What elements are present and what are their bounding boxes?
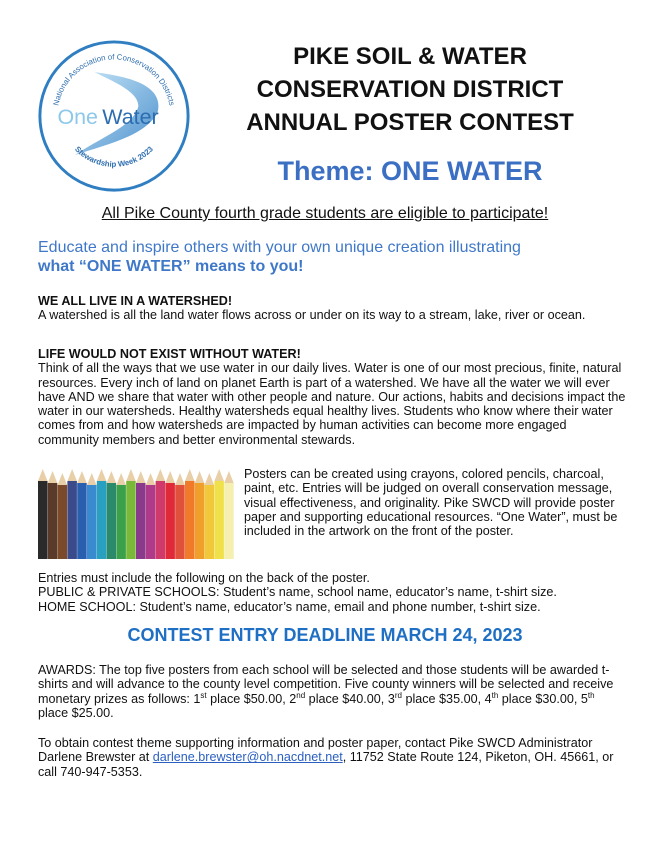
svg-text:Stewardship Week 2023: Stewardship Week 2023	[73, 144, 155, 169]
educate-text	[38, 238, 628, 276]
pencil	[165, 483, 175, 559]
prize-item	[485, 692, 581, 706]
entries-section	[38, 571, 628, 614]
eligibility-text: All Pike County fourth grade students are eligible to participate!	[101, 205, 549, 222]
educate-line: Educate and inspire others with your own unique creation illustrating	[38, 239, 521, 256]
prize-rank: 2	[289, 691, 297, 706]
pencil-tip	[175, 473, 185, 485]
pencil-tip	[185, 469, 195, 481]
contact-before: To obtain contest theme supporting information and poster paper, contact Pike SWCD Administrator Darlene Brewster at	[38, 736, 593, 765]
entries-home: HOME SCHOOL: Student’s name, educator’s name, email and phone number, t-shirt size.	[38, 599, 541, 614]
prize-item	[388, 692, 485, 706]
pencil-tip	[195, 471, 205, 483]
watershed-section	[38, 294, 628, 323]
pencil-tip	[87, 473, 97, 485]
pencil	[214, 481, 224, 559]
pencil	[58, 485, 68, 559]
pencil	[224, 483, 234, 559]
pencil-tip	[205, 473, 215, 485]
pencil	[116, 485, 126, 559]
pencil	[146, 485, 156, 559]
posters-text: Posters can be created using crayons, colored pencils, charcoal, paint, etc. Entries will be judged on overall conservation message, visual effectiveness, and originality. Pike SWCD will provide poster paper and supporting educational resources. “One Water”, must be included in the artwork on the front of the poster.	[244, 467, 618, 539]
pencil-tip	[97, 469, 107, 481]
one-water-logo	[36, 38, 192, 194]
title-line: PIKE SOIL & WATER	[293, 43, 527, 70]
theme-heading: Theme: ONE WATER	[277, 156, 543, 186]
pencil	[107, 483, 117, 559]
pencil-tip	[224, 471, 234, 483]
pencil-tip	[58, 473, 68, 485]
pencil	[195, 483, 205, 559]
deadline-heading: CONTEST ENTRY DEADLINE MARCH 24, 2023	[127, 625, 523, 645]
pencil	[136, 483, 146, 559]
prize-rank: 1	[193, 691, 201, 706]
prize-suffix: nd	[296, 690, 306, 700]
pencil	[175, 485, 185, 559]
contact-after: , 11752 State Route 124, Piketon, OH. 45661, or call 740-947-5353.	[38, 750, 614, 779]
educate-line-bold: what “ONE WATER” means to you!	[38, 258, 304, 275]
prize-rank: 3	[387, 691, 395, 706]
pencil	[185, 481, 195, 559]
pencil	[205, 485, 215, 559]
prize-amount: place $35.00,	[401, 691, 485, 706]
pencil-tip	[165, 471, 175, 483]
prize-amount: place $25.00.	[38, 705, 114, 720]
pencil-tip	[146, 473, 156, 485]
email-link[interactable]: darlene.brewster@oh.nacdnet.net	[152, 750, 343, 765]
pencil-tip	[107, 471, 117, 483]
pencil-tip	[126, 469, 136, 481]
prize-suffix: rd	[394, 690, 402, 700]
awards-intro: AWARDS: The top five posters from each school will be selected and those students will be awarded t-shirts and will advance to the county level competition. Five county winners will be selected and receive monetary prizes as follows:	[38, 663, 614, 706]
prize-amount: place $40.00,	[305, 691, 388, 706]
awards-text	[38, 663, 628, 720]
entries-public: PUBLIC & PRIVATE SCHOOLS: Student’s name, school name, educator’s name, t-shirt size.	[38, 585, 557, 600]
page-title	[230, 40, 590, 139]
water-section	[38, 347, 628, 447]
title-line: CONSERVATION DISTRICT	[256, 76, 564, 103]
prize-item	[289, 692, 388, 706]
pencil	[48, 483, 58, 559]
pencil-tip	[136, 471, 146, 483]
pencil-tip	[77, 471, 87, 483]
pencil-tip	[38, 469, 48, 481]
pencil-tip	[48, 471, 58, 483]
pencil	[156, 481, 166, 559]
svg-text:National Association of Conser: National Association of Conservation Districts	[51, 52, 177, 107]
section-body: A watershed is all the land water flows across or under on its way to a stream, lake, river or ocean.	[38, 308, 586, 323]
prize-item	[193, 692, 289, 706]
svg-text:Water: Water	[102, 104, 159, 129]
pencil-tip	[67, 469, 77, 481]
pencil	[126, 481, 136, 559]
colored-pencils-image	[38, 467, 235, 559]
prize-suffix: th	[587, 690, 595, 700]
prize-amount: place $50.00,	[206, 691, 290, 706]
prize-rank: 4	[484, 691, 492, 706]
section-body: Think of all the ways that we use water in our daily lives. Water is one of our most precious, finite, natural resources. Every inch of land on planet Earth is part of a watershed. We have all the water we will ever have AND we share that water with other people and nature. Our actions, habits and decisions impact the water in our watersheds. Healthy watersheds equal healthy lives. Students who know where their water comes from and how watersheds are impacted by human activities can become more engaged community members and better environmental stewards.	[38, 361, 626, 447]
svg-text:One: One	[57, 104, 98, 129]
prize-amount: place $30.00,	[498, 691, 581, 706]
section-heading: WE ALL LIVE IN A WATERSHED!	[38, 294, 233, 308]
pencil	[38, 481, 48, 559]
pencil	[97, 481, 107, 559]
pencil	[87, 485, 97, 559]
title-line: ANNUAL POSTER CONTEST	[246, 109, 574, 136]
pencil-tip	[214, 469, 224, 481]
prize-rank: 5	[580, 691, 588, 706]
prize-suffix: th	[491, 690, 499, 700]
pencil	[67, 481, 77, 559]
pencil-tip	[116, 473, 126, 485]
contact-text	[38, 736, 628, 779]
section-heading: LIFE WOULD NOT EXIST WITHOUT WATER!	[38, 347, 301, 361]
pencil	[77, 483, 87, 559]
pencil-tip	[156, 469, 166, 481]
prize-suffix: st	[200, 690, 207, 700]
entries-intro: Entries must include the following on the back of the poster.	[38, 571, 370, 585]
